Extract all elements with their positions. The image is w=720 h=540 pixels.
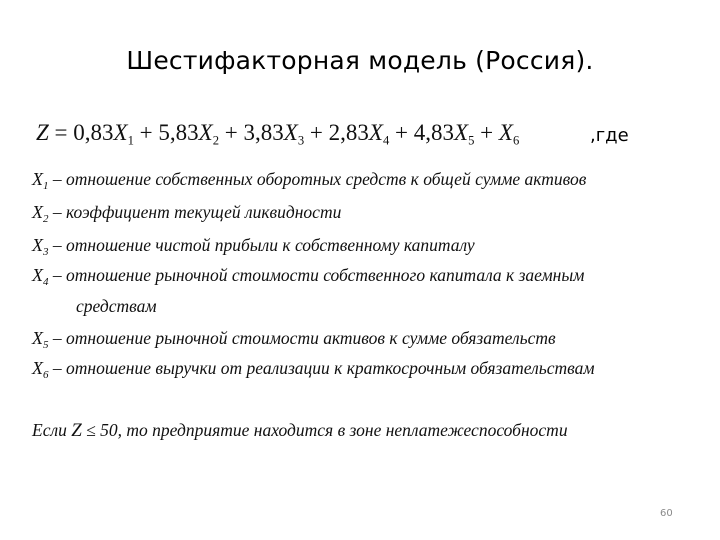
definition-var: $X_3$ bbox=[32, 235, 49, 258]
formula-var-5: X bbox=[454, 120, 469, 145]
definition-x1 bbox=[32, 170, 586, 192]
condition-variable: Z bbox=[71, 420, 82, 441]
formula-var-3: X bbox=[283, 120, 298, 145]
formula-var-4: X bbox=[368, 120, 383, 145]
definition-var: $X_4$ bbox=[32, 265, 49, 288]
condition-text: то предприятие находится в зоне неплатежеспособности bbox=[126, 420, 568, 440]
formula-var-6: X bbox=[498, 120, 513, 145]
formula-coef-2: + 5,83 bbox=[133, 120, 199, 145]
formula-coef-4: + 2,83 bbox=[304, 120, 369, 145]
definition-var: $X_1$ bbox=[32, 169, 49, 192]
definition-x4-continuation: средствам bbox=[76, 296, 157, 316]
condition-prefix: Если bbox=[32, 420, 72, 440]
insolvency-condition bbox=[32, 420, 568, 442]
definition-x6 bbox=[32, 359, 595, 381]
formula-coef-5: + 4,83 bbox=[389, 120, 455, 145]
formula-var-1: X bbox=[113, 120, 128, 145]
page-number: 60 bbox=[660, 508, 673, 519]
formula-expression bbox=[36, 120, 519, 148]
definition-var: $X_2$ bbox=[32, 202, 49, 225]
condition-operator: ≤ 50, bbox=[81, 420, 127, 440]
definition-text: – отношение рыночной стоимости активов к сумме обязательств bbox=[48, 328, 556, 348]
formula-sub-1: 1 bbox=[127, 133, 134, 148]
definition-x5 bbox=[32, 329, 556, 351]
formula-where-label: ,где bbox=[590, 125, 629, 146]
formula-sub-4: 4 bbox=[382, 133, 390, 148]
definition-text: – коэффициент текущей ликвидности bbox=[48, 202, 342, 222]
formula-coef-6: + bbox=[474, 120, 499, 145]
formula-sub-6: 6 bbox=[512, 133, 520, 148]
formula-lhs: Z bbox=[36, 120, 49, 145]
z-score-formula bbox=[36, 120, 676, 154]
slide-title: Шестифакторная модель (Россия). bbox=[126, 46, 594, 75]
definition-text: – отношение собственных оборотных средств к общей сумме активов bbox=[48, 169, 587, 189]
definition-x4 bbox=[32, 266, 584, 288]
formula-coef-3: + 3,83 bbox=[219, 120, 284, 145]
definition-x3 bbox=[32, 236, 475, 258]
formula-eq: = 0,83 bbox=[48, 120, 114, 145]
definition-x2 bbox=[32, 203, 341, 225]
definition-text: – отношение рыночной стоимости собственного капитала к заемным bbox=[48, 265, 585, 285]
formula-var-2: X bbox=[198, 120, 213, 145]
definition-var: $X_5$ bbox=[32, 328, 49, 351]
definition-text: – отношение чистой прибыли к собственному капиталу bbox=[48, 235, 475, 255]
definition-var: $X_6$ bbox=[32, 358, 49, 381]
definition-text: – отношение выручки от реализации к краткосрочным обязательствам bbox=[48, 358, 595, 378]
formula-sub-3: 3 bbox=[297, 133, 305, 148]
formula-sub-2: 2 bbox=[212, 133, 220, 148]
formula-sub-5: 5 bbox=[468, 133, 475, 148]
